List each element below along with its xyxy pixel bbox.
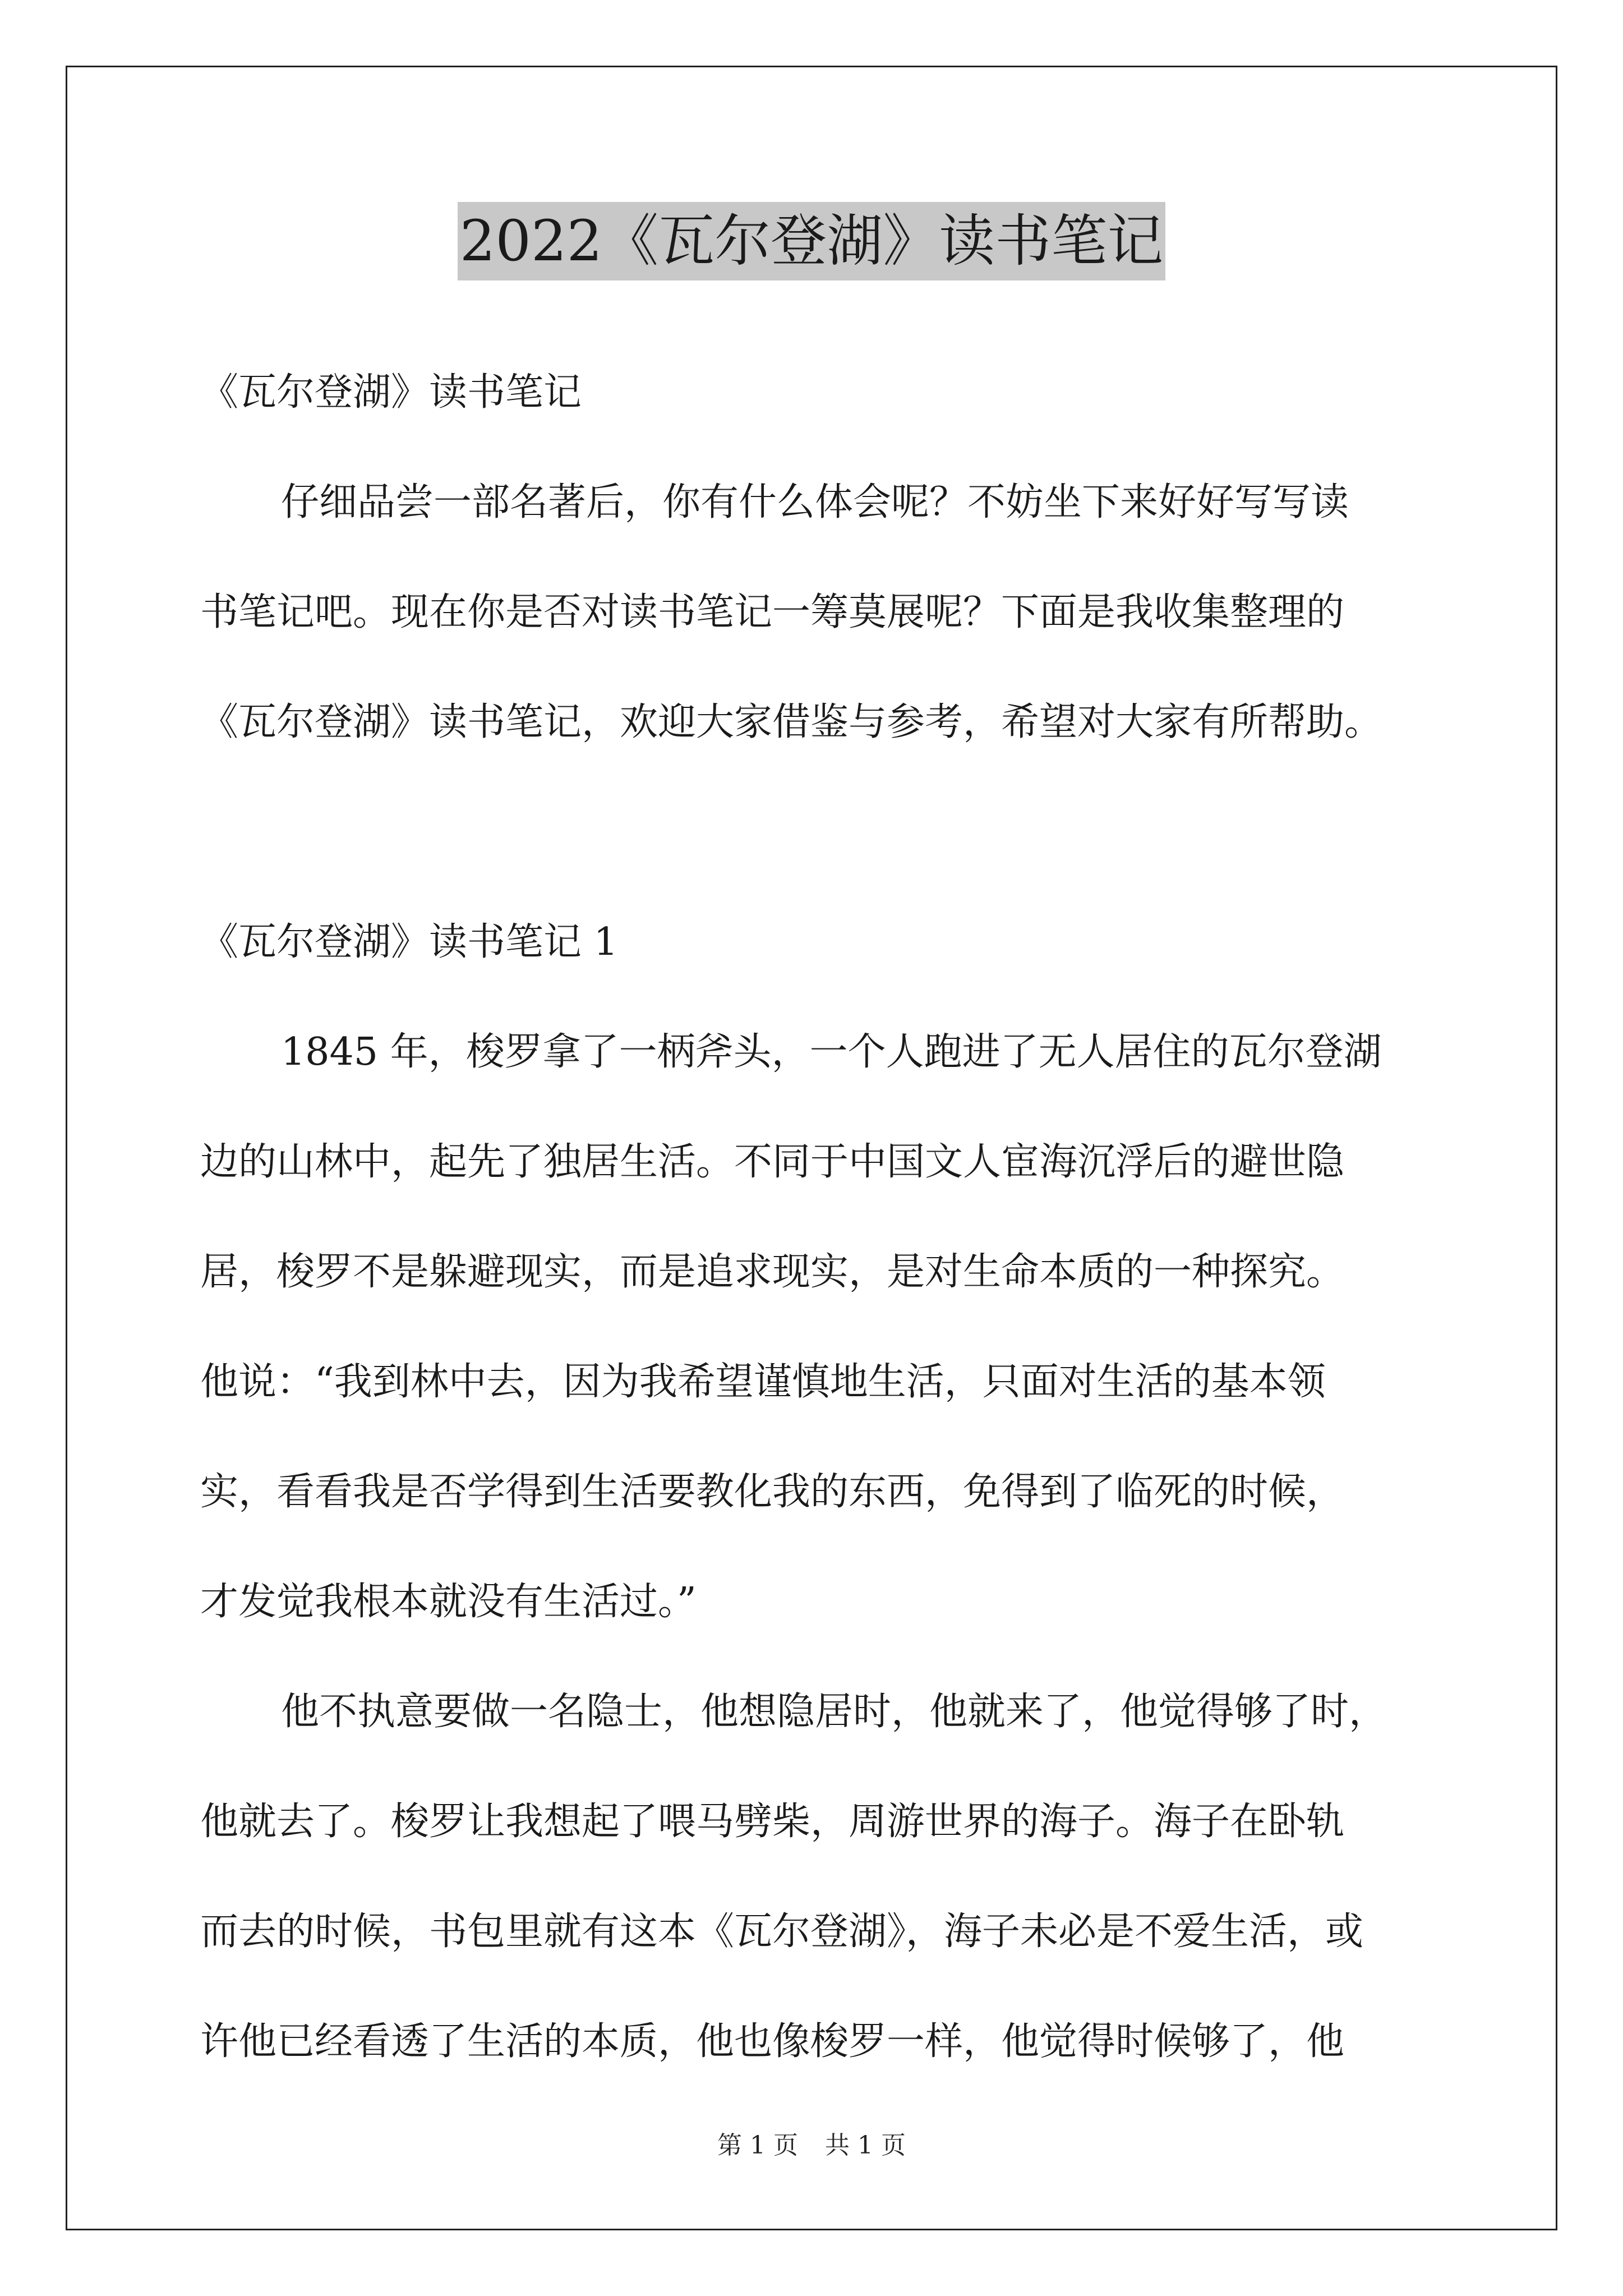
paragraph1-line: 边的山林中，起先了独居生活。不同于中国文人宦海沉浮后的避世隐: [200, 1140, 1345, 1184]
intro-line: 仔细品尝一部名著后，你有什么体会呢？不妨坐下来好好写写读: [281, 480, 1349, 524]
paragraph1-line: 居，梭罗不是躲避现实，而是追求现实，是对生命本质的一种探究。: [200, 1250, 1345, 1294]
blank-line: [200, 777, 1434, 887]
page-footer: [0, 2129, 1623, 2162]
document-body: [200, 338, 1434, 2097]
paragraph1-line: 才发觉我根本就没有生活过。”: [200, 1580, 697, 1624]
section-heading: 《瓦尔登湖》读书笔记 1: [200, 920, 618, 964]
page-total: 共 1 页: [825, 2131, 906, 2160]
paragraph2-line: 他不执意要做一名隐士，他想隐居时，他就来了，他觉得够了时，: [281, 1690, 1387, 1734]
title-container: [0, 202, 1623, 280]
intro-line: 《瓦尔登湖》读书笔记，欢迎大家借鉴与参考，希望对大家有所帮助。: [200, 700, 1383, 744]
intro-line: 书笔记吧。现在你是否对读书笔记一筹莫展呢？下面是我收集整理的: [200, 590, 1345, 634]
paragraph2-line: 他就去了。梭罗让我想起了喂马劈柴，周游世界的海子。海子在卧轨: [200, 1800, 1345, 1844]
paragraph2-line: 许他已经看透了生活的本质，他也像梭罗一样，他觉得时候够了，他: [200, 2019, 1345, 2064]
document-title: 2022《瓦尔登湖》读书笔记: [458, 202, 1166, 280]
paragraph1-line: 1845 年，梭罗拿了一柄斧头，一个人跑进了无人居住的瓦尔登湖: [281, 1030, 1382, 1074]
paragraph1-line: 实，看看我是否学得到生活要教化我的东西，免得到了临死的时候，: [200, 1470, 1345, 1514]
paragraph2-line: 而去的时候，书包里就有这本《瓦尔登湖》，海子未必是不爱生活，或: [200, 1910, 1364, 1954]
paragraph1-line: 他说：“我到林中去，因为我希望谨慎地生活，只面对生活的基本领: [200, 1360, 1326, 1404]
subtitle: 《瓦尔登湖》读书笔记: [200, 370, 582, 415]
page-number: 第 1 页: [717, 2131, 798, 2160]
